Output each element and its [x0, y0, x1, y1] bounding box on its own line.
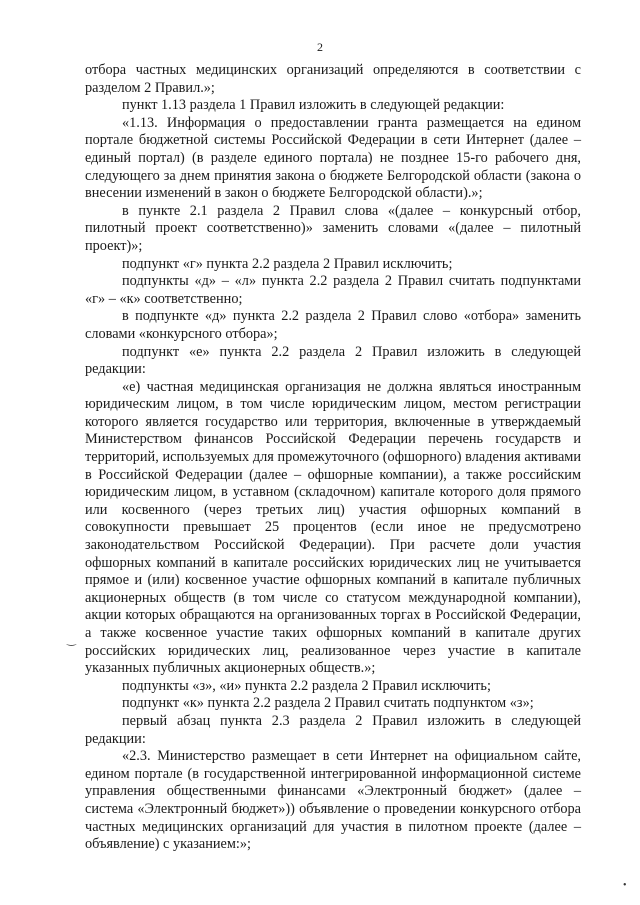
paragraph: «2.3. Министерство размещает в сети Интернет на официальном сайте, едином портале (в государственной интегрированной информационной системе управления общественными финансами «Электронный бюджет» (далее – система «Электронный бюджет»)) объявление о проведении конкурсного отбора частных медицинских организаций для участия в пилотном проекте (далее – объявление) с указанием:»; [85, 748, 581, 853]
page-number: 2 [317, 40, 323, 54]
margin-mark: ‿ [67, 634, 76, 646]
paragraph: отбора частных медицинских организаций определяются в соответствии с разделом 2 Правил.»; [85, 62, 581, 96]
paragraph: пункт 1.13 раздела 1 Правил изложить в следующей редакции: [122, 97, 505, 114]
paragraph: «е) частная медицинская организация не должна являться иностранным юридическим лицом, в том числе юридическим лицом, местом регистрации которого является государство или территория, включенные в утверждаемый Министерством финансов Российской Федерации перечень государств и территорий, используемых для промежуточного (офшорного) владения активами в Российской Федерации (далее – офшорные компании), а также российским юридическим лицом, в уставном (складочном) капитале которого доля прямого или косвенного (через третьих лиц) участия офшорных компаний в совокупности превышает 25 процентов (если иное не предусмотрено законодательством Российской Федерации). При расчете доли участия офшорных компаний в капитале российских юридических лиц не учитывается прямое и (или) косвенное участие офшорных компаний в капитале публичных акционерных обществ (в том числе со статусом международной компании), акции которых обращаются на организованных торгах в Российской Федерации, а также косвенное участие таких офшорных компаний в капитале других российских юридических лиц, реализованное через участие в капитале указанных публичных акционерных обществ.»; [85, 378, 581, 677]
paragraph: подпункт «к» пункта 2.2 раздела 2 Правил считать подпунктом «з»; [122, 695, 534, 712]
paragraph: подпункты «д» – «л» пункта 2.2 раздела 2 Правил считать подпунктами «г» – «к» соответственно; [85, 273, 581, 307]
paragraph: подпункт «г» пункта 2.2 раздела 2 Правил исключить; [122, 255, 453, 272]
corner-mark: • [623, 880, 627, 891]
paragraph: «1.13. Информация о предоставлении гранта размещается на едином портале бюджетной системы Российской Федерации в сети Интернет (далее – единый портал) (в разделе единого портала) не позднее 15-го рабочего дня, следующего за днем принятия закона о бюджете Белгородской области (закона о внесении изменений в закон о бюджете Белгородской области).»; [85, 114, 581, 202]
paragraph: в пункте 2.1 раздела 2 Правил слова «(далее – конкурсный отбор, пилотный проект соответственно)» заменить словами «(далее – пилотный проект)»; [85, 202, 581, 254]
paragraph: в подпункте «д» пункта 2.2 раздела 2 Правил слово «отбора» заменить словами «конкурсного отбора»; [85, 308, 581, 342]
paragraph: подпункты «з», «и» пункта 2.2 раздела 2 Правил исключить; [122, 677, 491, 694]
document-body [85, 62, 581, 854]
paragraph: первый абзац пункта 2.3 раздела 2 Правил изложить в следующей редакции: [85, 712, 581, 747]
paragraph: подпункт «е» пункта 2.2 раздела 2 Правил изложить в следующей редакции: [85, 343, 581, 378]
